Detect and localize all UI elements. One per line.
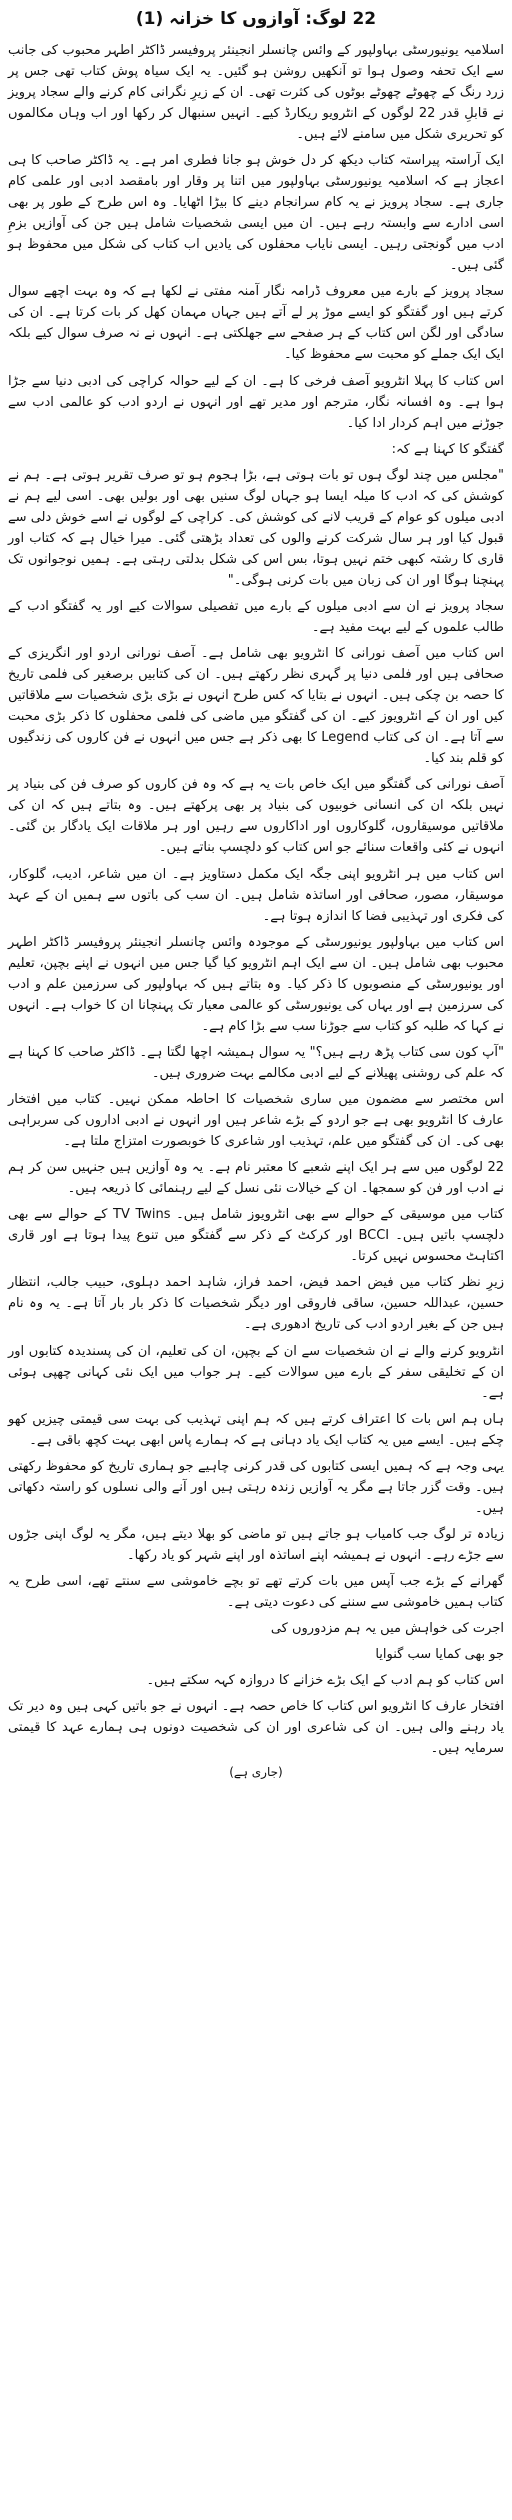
paragraph: اس کتاب کو ہم ادب کے ایک بڑے خزانے کا دروازہ کہہ سکتے ہیں۔ bbox=[146, 1673, 504, 1689]
verse-line: اجرت کی خواہش میں یہ ہم مزدوروں کی bbox=[270, 1621, 504, 1637]
paragraph: اسلامیہ یونیورسٹی بہاولپور کے وائس چانسلر انجینئر پروفیسر ڈاکٹر اطہر محبوب کی جانب سے ایک تحفہ وصول ہوا تو آنکھیں روشن ہو گئیں۔ یہ ایک سیاہ پوش کتاب تھی جس پر زرد رنگ کے چھوٹے چھوٹے بوٹوں کی کثرت تھی۔ ان کے زیرِ نگرانی کام کرنے والے سجاد پرویز نے قابلِ قدر 22 لوگوں کے انٹرویو ریکارڈ کیے۔ انہیں سنبھال کر رکھا اور اب وہاں مکالموں کو تحریری شکل میں سامنے لائے ہیں۔ bbox=[8, 42, 505, 142]
paragraph: 22 لوگوں میں سے ہر ایک اپنے شعبے کا معتبر نام ہے۔ یہ وہ آوازیں ہیں جنہیں سن کر ہم نے ادب اور فن کو سمجھا۔ ان کے خیالات نئی نسل کے لیے رہنمائی کا ذریعہ ہیں۔ bbox=[8, 1160, 504, 1197]
paragraph: اس کتاب میں ہر انٹرویو اپنی جگہ ایک مکمل دستاویز ہے۔ ان میں شاعر، ادیب، گلوکار، موسیقار، مصور، صحافی اور اساتذہ شامل ہیں۔ ان سب کی باتوں سے ہمیں ان کے عہد کی فکری اور تہذیبی فضا کا اندازہ ہوتا ہے۔ bbox=[8, 866, 504, 924]
paragraph: کتاب میں موسیقی کے حوالے سے بھی انٹرویوز شامل ہیں۔ TV Twins کے حوالے سے بھی دلچسپ باتیں ہیں۔ BCCI اور کرکٹ کے ذکر سے گفتگو میں تنوع پیدا ہوتا ہے اور قاری اکتاہٹ محسوس نہیں کرتا۔ bbox=[8, 1207, 504, 1265]
paragraph: گفتگو کا کہنا ہے کہ: bbox=[391, 441, 504, 457]
paragraph: اس مختصر سے مضمون میں ساری شخصیات کا احاطہ ممکن نہیں۔ کتاب میں افتخار عارف کا انٹرویو بھی ہے جو اردو کے بڑے شاعر ہیں اور انہوں نے ادبی اداروں کی سربراہی بھی کی۔ ان کی گفتگو میں علم، تہذیب اور شاعری کا خوبصورت امتزاج ملتا ہے۔ bbox=[8, 1092, 504, 1150]
paragraph: ہاں ہم اس بات کا اعتراف کرتے ہیں کہ ہم اپنی تہذیب کی بہت سی قیمتی چیزیں کھو چکے ہیں۔ ایسے میں یہ کتاب ایک یاد دہانی ہے کہ ہمارے پاس ابھی بہت کچھ باقی ہے۔ bbox=[8, 1411, 504, 1448]
article-body bbox=[8, 40, 504, 1760]
paragraph: اس کتاب میں آصف نورانی کا انٹرویو بھی شامل ہے۔ آصف نورانی اردو اور انگریزی کے صحافی ہیں اور فلمی دنیا پر گہری نظر رکھتے ہیں۔ ان کی کتابیں برصغیر کی فلمی تاریخ کا حصہ بن چکی ہیں۔ انہوں نے بتایا کہ کس طرح انہوں نے بڑی بڑی شخصیات سے ملاقاتیں کیں اور ان کے انٹرویوز کیے۔ ان کی گفتگو میں ماضی کی فلمی محفلوں کا ذکر بڑی محبت سے آتا ہے۔ ان کی کتاب Legend کا بھی ذکر ہے جس میں انہوں نے فن کاروں کی زندگیوں کو قلم بند کیا۔ bbox=[8, 646, 504, 767]
paragraph: ایک آراستہ پیراستہ کتاب دیکھ کر دل خوش ہو جانا فطری امر ہے۔ یہ ڈاکٹر صاحب کا ہی اعجاز ہے کہ اسلامیہ یونیورسٹی بہاولپور میں اتنا پر وقار اور بامقصد ادبی اور علمی کام جاری ہے۔ سجاد پرویز نے یہ کام سرانجام دینے کا بیڑا اٹھایا۔ وہ اس طرح کے طور پر بھی اسی ادارے سے وابستہ رہے ہیں۔ ان میں ایسی شخصیات شامل ہیں جن کی آوازیں بزمِ ادب میں گونجتی رہیں۔ ایسی نایاب محفلوں کی یادیں اب کتاب کی شکل میں محفوظ ہو گئی ہیں۔ bbox=[8, 153, 504, 274]
paragraph: زیادہ تر لوگ جب کامیاب ہو جاتے ہیں تو ماضی کو بھلا دیتے ہیں، مگر یہ لوگ اپنی جڑوں سے جڑے رہے۔ انہوں نے ہمیشہ اپنے اساتذہ اور اپنے شہر کو یاد رکھا۔ bbox=[8, 1526, 504, 1563]
quote-paragraph: "مجلس میں چند لوگ ہوں تو بات ہوتی ہے، بڑا ہجوم ہو تو صرف تقریر ہوتی ہے۔ ہم نے کوشش کی کہ ادب کا میلہ ایسا ہو جہاں لوگ سنیں بھی اور بولیں بھی۔ اسی لیے ہم نے ادبی میلوں کو عوام کے قریب لانے کی کوشش کی۔ کراچی کے لوگوں نے اسے خوش دلی سے قبول کیا اور ہر سال شرکت کرنے والوں کی تعداد بڑھتی گئی۔ میرا خیال ہے کہ کتاب اور قاری کا رشتہ کبھی ختم نہیں ہوتا، بس اس کی شکل بدلتی رہتی ہے۔ ہمیں نوجوانوں تک پہنچنا ہوگا اور ان کی زبان میں بات کرنی ہوگی۔" bbox=[8, 467, 504, 588]
paragraph: اس کتاب میں بہاولپور یونیورسٹی کے موجودہ وائس چانسلر انجینئر پروفیسر ڈاکٹر اطہر محبوب بھی شامل ہیں۔ ان سے ایک اہم انٹرویو کیا گیا جس میں انہوں نے اپنے بچپن، تعلیم اور یونیورسٹی کے منصوبوں کا ذکر کیا۔ وہ بتاتے ہیں کہ بہاولپور کی سرزمین علم و ادب کی سرزمین ہے اور یہاں کی یونیورسٹی کو عالمی معیار تک پہنچانا ان کا خواب ہے۔ انہوں نے کہا کہ طلبہ کو کتاب سے جوڑنا سب سے بڑا کام ہے۔ bbox=[8, 934, 504, 1034]
continued-label: (جاری ہے) bbox=[229, 1765, 283, 1780]
paragraph: افتخار عارف کا انٹرویو اس کتاب کا خاص حصہ ہے۔ انہوں نے جو باتیں کہی ہیں وہ دیر تک یاد رہنے والی ہیں۔ ان کی شاعری اور ان کی شخصیت دونوں ہی ہمارے عہد کا قیمتی سرمایہ ہیں۔ bbox=[8, 1699, 504, 1757]
paragraph: آصف نورانی کی گفتگو میں ایک خاص بات یہ ہے کہ وہ فن کاروں کو صرف فن کی بنیاد پر نہیں بلکہ ان کی انسانی خوبیوں کی بنیاد پر بھی پرکھتے ہیں۔ وہ بتاتے ہیں کہ ان کی ملاقاتیں موسیقاروں، گلوکاروں اور اداکاروں سے رہیں اور ہر ملاقات ایک یادگار بن گئی۔ انہوں نے کئی واقعات سنائے جو اس کتاب کو دلچسپ بناتے ہیں۔ bbox=[8, 777, 504, 856]
paragraph: گھرانے کے بڑے جب آپس میں بات کرتے تھے تو بچے خاموشی سے سنتے تھے، اسی طرح یہ کتاب ہمیں خاموشی سے سننے کی دعوت دیتی ہے۔ bbox=[8, 1573, 504, 1611]
paragraph: اس کتاب کا پہلا انٹرویو آصف فرخی کا ہے۔ ان کے لیے حوالہ کراچی کی ادبی دنیا سے جڑا ہوا ہے۔ وہ افسانہ نگار، مترجم اور مدیر تھے اور انہوں نے اردو ادب کو عالمی ادب سے جوڑنے میں اہم کردار ادا کیا۔ bbox=[8, 373, 504, 431]
article-title: 22 لوگ: آوازوں کا خزانہ (1) bbox=[135, 9, 377, 29]
paragraph: انٹرویو کرنے والے نے ان شخصیات سے ان کے بچپن، ان کی تعلیم، ان کی پسندیدہ کتابوں اور ان کے تخلیقی سفر کے بارے میں سوالات کیے۔ ہر جواب میں ایک نئی کہانی چھپی ہوئی ہے۔ bbox=[8, 1343, 505, 1401]
paragraph: زیرِ نظر کتاب میں فیض احمد فیض، احمد فراز، شاہد احمد دہلوی، حبیب جالب، انتظار حسین، عبداللہ حسین، ساقی فاروقی اور دیگر شخصیات کا ذکر بار بار آتا ہے۔ یہ وہ نام ہیں جن کے بغیر اردو ادب کی تاریخ ادھوری ہے۔ bbox=[8, 1275, 504, 1333]
paragraph: یہی وجہ ہے کہ ہمیں ایسی کتابوں کی قدر کرنی چاہیے جو ہماری تاریخ کو محفوظ رکھتی ہیں۔ وقت گزر جاتا ہے مگر یہ آوازیں زندہ رہتی ہیں اور آنے والی نسلوں کو راستہ دکھاتی ہیں۔ bbox=[8, 1458, 504, 1516]
paragraph: سجاد پرویز کے بارے میں معروف ڈرامہ نگار آمنہ مفتی نے لکھا ہے کہ وہ بہت اچھے سوال کرتے ہیں اور گفتگو کو ایسے موڑ پر لے آتے ہیں جہاں مہمان کھل کر بات کرتا ہے۔ ان کی سادگی اور لگن اس کتاب کے ہر صفحے سے جھلکتی ہے۔ انہوں نے نہ صرف سوال کیے بلکہ ایک ایک جملے کو محبت سے محفوظ کیا۔ bbox=[8, 284, 504, 363]
paragraph: سجاد پرویز نے ان سے ادبی میلوں کے بارے میں تفصیلی سوالات کیے اور یہ گفتگو ادب کے طالب علموں کے لیے بہت مفید ہے۔ bbox=[8, 598, 504, 636]
paragraph: "آپ کون سی کتاب پڑھ رہے ہیں؟" یہ سوال ہمیشہ اچھا لگتا ہے۔ ڈاکٹر صاحب کا کہنا ہے کہ علم کی روشنی پھیلانے کے لیے ادبی مکالمے بہت ضروری ہیں۔ bbox=[8, 1044, 504, 1081]
verse-line: جو بھی کمایا سب گنوایا bbox=[375, 1647, 504, 1663]
